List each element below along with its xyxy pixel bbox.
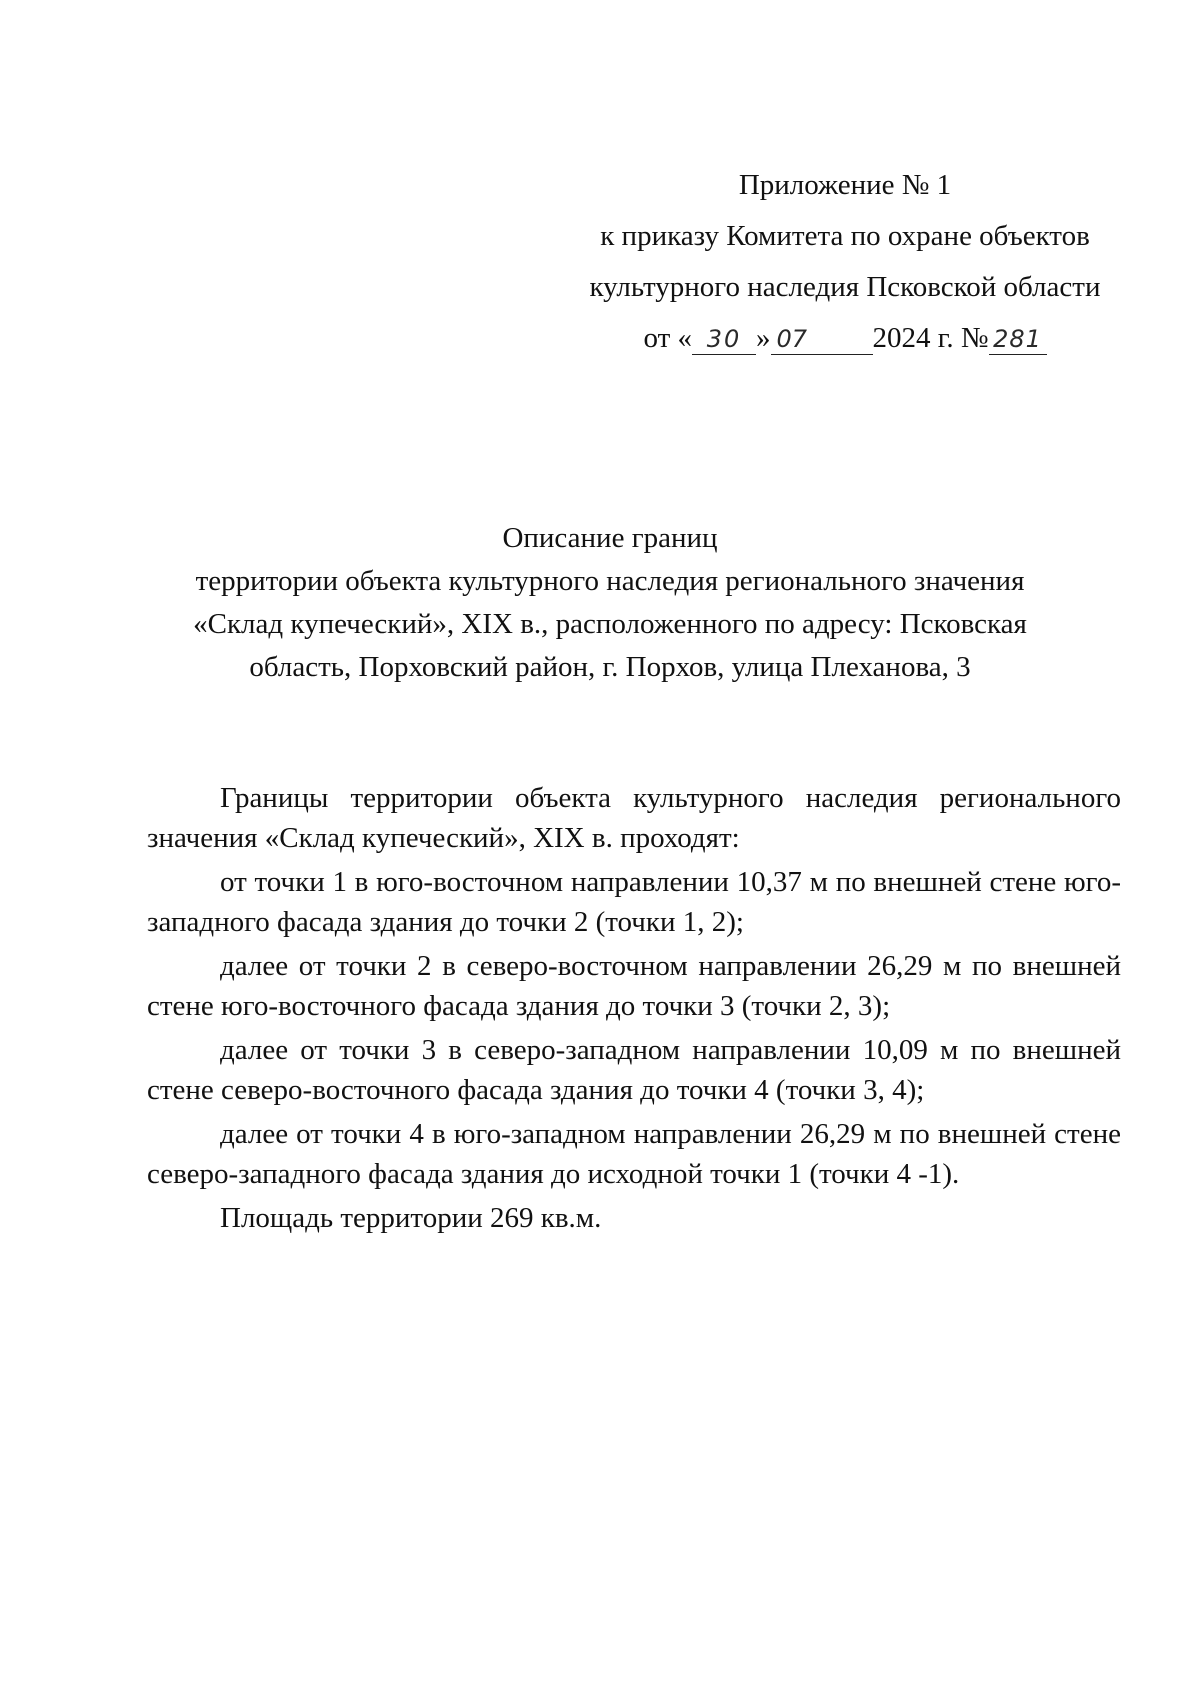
appendix-title: Приложение № 1 [738, 169, 952, 201]
handwritten-day: 30 [692, 324, 756, 355]
boundary-segment-2: далее от точки 2 в северо-восточном направлении 26,29 м по внешней стене юго-восточного фасада здания до точки 3 (точки 2, 3); [147, 950, 1121, 1022]
appendix-committee: культурного наследия Псковской области [589, 271, 1101, 303]
title-line-1: Описание границ [502, 522, 718, 554]
title-line-3: «Склад купеческий», XIX в., расположенного по адресу: Псковская [193, 608, 1027, 640]
boundary-segment-4: далее от точки 4 в юго-западном направлении 26,29 м по внешней стене северо-западного фасада здания до исходной точки 1 (точки 4 -1). [147, 1118, 1121, 1190]
boundary-segment-3: далее от точки 3 в северо-западном направлении 10,09 м по внешней стене северо-восточного фасада здания до точки 4 (точки 3, 4); [147, 1034, 1121, 1106]
year-text: 2024 г. № [872, 322, 989, 354]
appendix-header [575, 160, 1115, 364]
document-body [147, 778, 1121, 1242]
appendix-date-line [575, 313, 1115, 364]
territory-area: Площадь территории 269 кв.м. [220, 1202, 602, 1234]
date-mid: » [756, 322, 771, 354]
handwritten-order-number: 281 [989, 324, 1047, 355]
title-line-4: область, Порховский район, г. Порхов, улица Плеханова, 3 [249, 651, 971, 683]
boundary-segment-1: от точки 1 в юго-восточном направлении 10,37 м по внешней стене юго-западного фасада здания до точки 2 (точки 1, 2); [147, 866, 1121, 938]
appendix-order-ref: к приказу Комитета по охране объектов [600, 220, 1090, 252]
handwritten-month: 07 [771, 324, 873, 355]
title-line-2: территории объекта культурного наследия регионального значения [195, 565, 1025, 597]
intro-paragraph: Границы территории объекта культурного наследия регионального значения «Склад купеческий», XIX в. проходят: [147, 782, 1121, 854]
document-title [140, 517, 1080, 689]
date-prefix: от « [643, 322, 692, 354]
